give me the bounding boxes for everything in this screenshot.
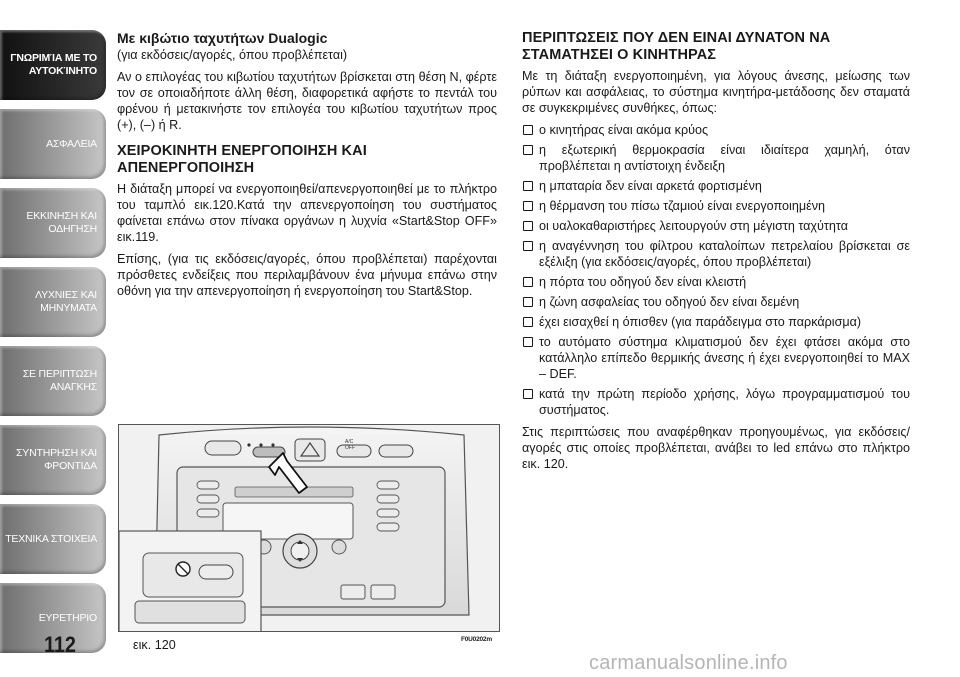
tab-technical-data[interactable]: ΤΕΧΝΙΚΑ ΣΤΟΙΧΕΙΑ	[0, 504, 106, 574]
checkbox-bullet-icon	[523, 337, 533, 347]
cases-intro: Με τη διάταξη ενεργοποιημένη, για λόγους άνεσης, μείωσης των ρύπων και ασφάλειας, το σύστημα κινητήρα-μετάδοσης δεν σταματά σε συγκεκριμένες συνθήκες, όπως:	[522, 69, 910, 115]
list-item: η θέρμανση του πίσω τζαμιού είναι ενεργοποιημένη	[522, 198, 910, 214]
additional-indications-paragraph: Επίσης, (για τις εκδόσεις/αγορές, όπου προβλέπεται) παρέχονται πρόσθετες ενδείξεις που περιλαμβάνουν ένα μήνυμα επάνω στην οθόνη για την απενεργοποίηση ή ενεργοποίηση του Start&Stop.	[117, 252, 497, 298]
figure-dashboard-panel	[118, 424, 500, 632]
list-item: ο κινητήρας είναι ακόμα κρύος	[522, 122, 910, 138]
checkbox-bullet-icon	[523, 297, 533, 307]
figure-caption: εικ. 120	[133, 638, 176, 652]
checkbox-bullet-icon	[523, 241, 533, 251]
page-number: 112	[44, 632, 76, 657]
dualogic-heading: Με κιβώτιο ταχυτήτων Dualogic	[117, 30, 328, 46]
checkbox-bullet-icon	[523, 145, 533, 155]
tab-emergency[interactable]: ΣΕ ΠΕΡΙΠΤΩΣΗ ΑΝΑΓΚΗΣ	[0, 346, 106, 416]
dualogic-subheading: (για εκδόσεις/αγορές, όπου προβλέπεται)	[117, 48, 348, 62]
tab-starting-driving[interactable]: ΕΚΚΙΝΗΣΗ ΚΑΙ ΟΔΗΓΗΣΗ	[0, 188, 106, 258]
dualogic-paragraph: Αν ο επιλογέας του κιβωτίου ταχυτήτων βρίσκεται στη θέση N, φέρτε τον σε οποιαδήποτε άλλη θέση, διαφορετικά αφήστε το πεντάλ του φρένου ή μετακινήστε τον επιλογέα του κιβωτίου ταχυτήτων προς (+), (–) ή R.	[117, 70, 497, 132]
cases-closing: Στις περιπτώσεις που αναφέρθηκαν προηγουμένως, για εκδόσεις/αγορές στις οποίες προβλέπεται, ανάβει το led επάνω στο πλήκτρο εικ. 120.	[522, 425, 910, 471]
checkbox-bullet-icon	[523, 181, 533, 191]
left-column	[117, 30, 497, 305]
tab-safety[interactable]: ΑΣΦΑΛΕΙΑ	[0, 109, 106, 179]
manual-activation-heading: ΧΕΙΡΟΚΙΝΗΤΗ ΕΝΕΡΓΟΠΟΙΗΣΗ ΚΑΙ ΑΠΕΝΕΡΓΟΠΟΙΗΣΗ	[117, 143, 367, 176]
list-item: η ζώνη ασφαλείας του οδηγού δεν είναι δεμένη	[522, 294, 910, 310]
checkbox-bullet-icon	[523, 221, 533, 231]
checkbox-bullet-icon	[523, 317, 533, 327]
cases-heading: ΠΕΡΙΠΤΩΣΕΙΣ ΠΟΥ ΔΕΝ ΕΙΝΑΙ ΔΥΝΑΤΟΝ ΝΑ ΣΤΑΜΑΤΗΣΕΙ Ο ΚΙΝΗΤΗΡΑΣ	[522, 30, 831, 63]
list-item: η εξωτερική θερμοκρασία είναι ιδιαίτερα χαμηλή, όταν προβλέπεται η αντίστοιχη ένδειξη	[522, 142, 910, 174]
tab-getting-to-know[interactable]: ΓΝΩΡΙΜΊΑ ΜΕ ΤΟ ΑΥΤΟΚΊΝΗΤΟ	[0, 30, 106, 100]
right-column	[522, 30, 910, 478]
list-item: το αυτόματο σύστημα κλιματισμού δεν έχει φτάσει ακόμα στο κατάλληλο επίπεδο θερμικής άνεσης ή έχει ενεργοποιηθεί το MAX – DEF.	[522, 334, 910, 382]
list-item: οι υαλοκαθαριστήρες λειτουργούν στη μέγιστη ταχύτητα	[522, 218, 910, 234]
tab-maintenance[interactable]: ΣΥΝΤΗΡΗΣΗ ΚΑΙ ΦΡΟΝΤΙΔΑ	[0, 425, 106, 495]
tab-warning-lights[interactable]: ΛΥΧΝΙΕΣ ΚΑΙ ΜΗΝΥΜΑΤΑ	[0, 267, 106, 337]
list-item: η αναγέννηση του φίλτρου καταλοίπων πετρελαίου βρίσκεται σε εξέλιξη (για εκδόσεις/αγορές, όπου προβλέπεται)	[522, 238, 910, 270]
svg-text:OFF: OFF	[345, 445, 355, 451]
manual-activation-paragraph: Η διάταξη μπορεί να ενεργοποιηθεί/απενεργοποιηθεί με το πλήκτρο του ταμπλό εικ.120.Κατά την απενεργοποίηση του συστήματος φαίνεται επάνω στον πίνακα οργάνων η λυχνία «Start&Stop OFF» εικ.119.	[117, 182, 497, 244]
cases-list	[522, 122, 910, 418]
checkbox-bullet-icon	[523, 201, 533, 211]
list-item: η πόρτα του οδηγού δεν είναι κλειστή	[522, 274, 910, 290]
checkbox-bullet-icon	[523, 125, 533, 135]
watermark: carmanualsonline.info	[589, 652, 788, 674]
dashboard-illustration	[119, 425, 500, 632]
figure-code: F0U0202m	[461, 636, 492, 643]
list-item: η μπαταρία δεν είναι αρκετά φορτισμένη	[522, 178, 910, 194]
tab-index[interactable]: ΕΥΡΕΤΗΡΙΟ	[0, 583, 106, 653]
list-item: κατά την πρώτη περίοδο χρήσης, λόγω προγραμματισμού του συστήματος.	[522, 386, 910, 418]
svg-text:A/C: A/C	[345, 439, 354, 445]
checkbox-bullet-icon	[523, 389, 533, 399]
checkbox-bullet-icon	[523, 277, 533, 287]
list-item: έχει εισαχθεί η όπισθεν (για παράδειγμα στο παρκάρισμα)	[522, 314, 910, 330]
